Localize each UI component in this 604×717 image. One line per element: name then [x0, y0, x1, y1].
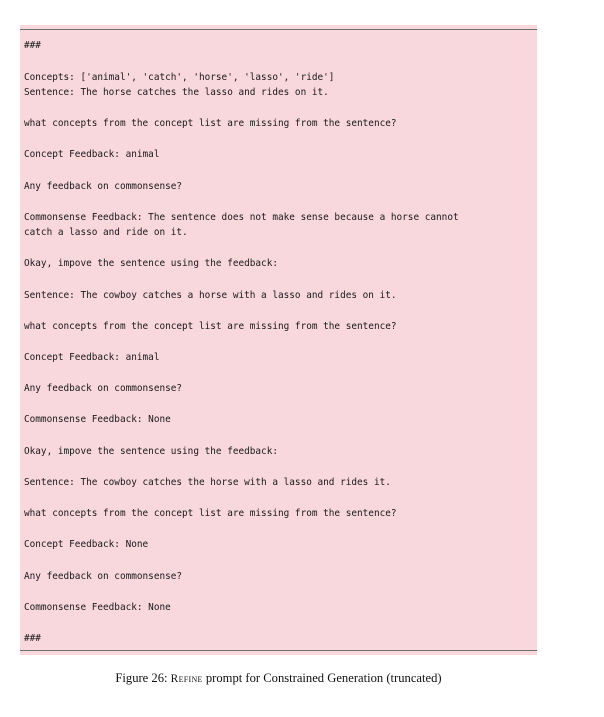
prompt-line: Commonsense Feedback: None — [24, 602, 171, 613]
prompt-line: Concepts: ['animal', 'catch', 'horse', 'lasso', 'ride'] — [24, 72, 335, 83]
prompt-line: Okay, impove the sentence using the feedback: — [24, 258, 278, 269]
bottom-rule — [20, 650, 537, 651]
prompt-line: Concept Feedback: animal — [24, 352, 160, 363]
prompt-line: Any feedback on commonsense? — [24, 181, 183, 192]
prompt-line: what concepts from the concept list are missing from the sentence? — [24, 508, 397, 519]
prompt-line: Sentence: The horse catches the lasso and rides on it. — [24, 87, 329, 98]
prompt-line: Concept Feedback: None — [24, 539, 149, 550]
prompt-line: Okay, impove the sentence using the feedback: — [24, 446, 278, 457]
figure-caption — [0, 671, 557, 686]
prompt-line: Commonsense Feedback: The sentence does not make sense because a horse cannot — [24, 212, 459, 223]
prompt-line: Sentence: The cowboy catches the horse with a lasso and rides it. — [24, 477, 391, 488]
prompt-line: Any feedback on commonsense? — [24, 571, 183, 582]
top-rule — [20, 29, 537, 30]
prompt-line: Commonsense Feedback: None — [24, 414, 171, 425]
prompt-line: Any feedback on commonsense? — [24, 383, 183, 394]
prompt-box — [20, 25, 537, 655]
prompt-line: ### — [24, 40, 41, 51]
caption-method-name: Refine — [170, 673, 203, 685]
prompt-line: what concepts from the concept list are missing from the sentence? — [24, 321, 397, 332]
prompt-line: Sentence: The cowboy catches a horse with a lasso and rides on it. — [24, 290, 397, 301]
prompt-line: what concepts from the concept list are missing from the sentence? — [24, 118, 397, 129]
caption-prefix: Figure 26: — [115, 671, 171, 685]
caption-suffix: prompt for Constrained Generation (truncated) — [202, 671, 442, 685]
prompt-line: Concept Feedback: animal — [24, 149, 160, 160]
prompt-line: catch a lasso and ride on it. — [24, 227, 188, 238]
prompt-line: ### — [24, 633, 41, 644]
